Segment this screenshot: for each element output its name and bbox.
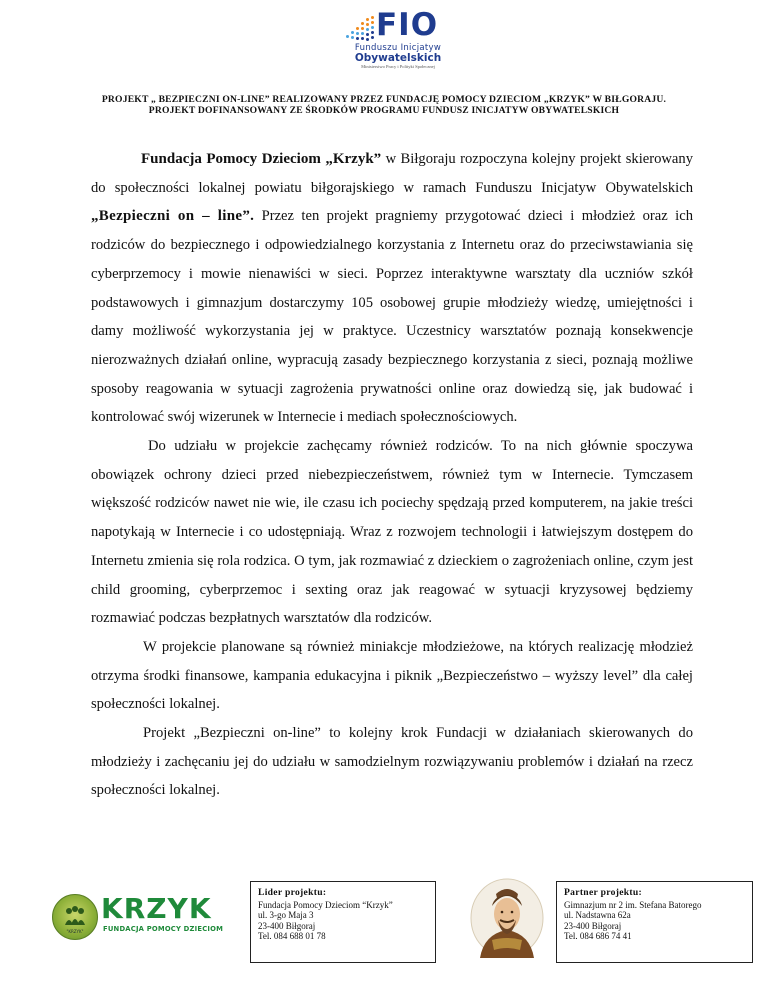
leader-title: Lider projektu:: [258, 887, 327, 898]
fio-wordmark: FIO: [376, 7, 439, 43]
article-body: [91, 145, 693, 805]
stefan-batory-portrait-icon: [470, 878, 544, 958]
leader-phone: Tel. 084 688 01 78: [258, 931, 326, 941]
partner-phone: Tel. 084 686 74 41: [564, 931, 632, 941]
krzyk-emblem-text: "KRZYK": [66, 929, 84, 934]
organization-name: Fundacja Pomocy Dzieciom „Krzyk”: [141, 151, 382, 167]
paragraph-4: Projekt „Bezpieczni on-line” to kolejny krok Fundacji w działaniach skierowanych do młodzieży i zachęcaniu jej do udziału w samodzielnym rozwiązywaniu problemów i działań na rzecz społeczności lokalnej.: [91, 725, 693, 799]
krzyk-subtitle: FUNDACJA POMOCY DZIECIOM: [103, 925, 224, 933]
leader-name: Fundacja Pomocy Dzieciom “Krzyk”: [258, 899, 393, 910]
fio-subtitle-1: Funduszu Inicjatyw: [354, 43, 442, 53]
krzyk-wordmark: KRZYK: [101, 892, 212, 925]
krzyk-emblem-icon: [52, 894, 98, 940]
paragraph-1-text-b: Przez ten projekt pragniemy przygotować dzieci i młodzież oraz ich rodziców do bezpiecznego i odpowiedzialnego korzystania z Internetu oraz do przeciwstawiania się cyberprzemocy i mowie nienawiści w sieci. Poprzez interaktywne warsztaty dla uczniów szkół podstawowych i gimnazjum dostarczymy 105 osobowej grupie młodzieży wiedzę, umiejętności i damy możliwość wykorzystania jej w praktyce. Uczestnicy warsztatów poznają konsekwencje nierozważnych działań online, wypracują zasady bezpiecznego korzystania z sieci, poznają możliwe sposoby reagowania w sytuacji zagrożenia prywatności online oraz dowiedzą się, jak budować i kontrolować swój wizerunek w Internecie i mediach społecznościowych.: [91, 208, 693, 426]
project-title: „Bezpieczni on – line”.: [91, 208, 255, 225]
paragraph-3: W projekcie planowane są również miniakcje młodzieżowe, na których realizację młodzież otrzyma środki finansowe, kampania edukacyjna i piknik „Bezpieczeństwo – wyższy level” dla całej społeczności lokalnej.: [91, 638, 693, 713]
partner-name: Gimnazjum nr 2 im. Stefana Batorego: [564, 899, 702, 910]
fio-logo: [338, 7, 458, 70]
fio-dots-icon: [346, 16, 374, 42]
fio-subtitle-3: Ministerstwo Pracy i Polityki Społecznej: [361, 64, 435, 69]
fio-subtitle-2: Obywatelskich: [354, 52, 442, 64]
fio-mark: [338, 7, 458, 43]
header-line-2: PROJEKT DOFINANSOWANY ZE ŚRODKÓW PROGRAMU FUNDUSZ INICJATYW OBYWATELSKICH: [148, 105, 620, 116]
paragraph-2: Do udziału w projekcie zachęcamy również rodziców. To na nich głównie spoczywa obowiązek ochrony dzieci przed niebezpieczeństwem, również tym w Internecie. Tymczasem większość rodziców nawet nie wie, ile czasu ich pociechy spędzają przed komputerem, na jakie treści napotykają w Internecie i co udostępniają. Wraz z rozwojem technologii i łatwiejszym dostępem do Internetu zmienia się rola rodzica. O tym, jak rozmawiać z dzieckiem o zagrożeniach online, czym jest child grooming, cyberprzemoc i sexting oraz jak reagować w sytuacji kryzysowej będziemy rozmawiać podczas bezpłatnych warsztatów dla rodziców.: [91, 438, 693, 627]
paragraph-1-text-a: w Biłgoraju rozpoczyna kolejny projekt skierowany do społeczności lokalnej powiatu biłgorajskiego w ramach Funduszu Inicjatyw Obywatelskich: [91, 151, 693, 196]
header-line-1: PROJEKT „ BEZPIECZNI ON-LINE” REALIZOWANY PRZEZ FUNDACJĘ POMOCY DZIECIOM „KRZYK” W BIŁGORAJU.: [101, 94, 667, 105]
partner-street: ul. Nadstawna 62a: [564, 910, 631, 920]
project-partner-box: [556, 881, 753, 963]
partner-city: 23-400 Biłgoraj: [564, 920, 622, 931]
project-leader-box: [250, 881, 436, 963]
krzyk-logo: [52, 888, 232, 948]
partner-title: Partner projektu:: [564, 887, 643, 898]
paragraph-1: [91, 145, 693, 432]
leader-city: 23-400 Biłgoraj: [258, 920, 316, 931]
leader-street: ul. 3-go Maja 3: [258, 910, 314, 920]
